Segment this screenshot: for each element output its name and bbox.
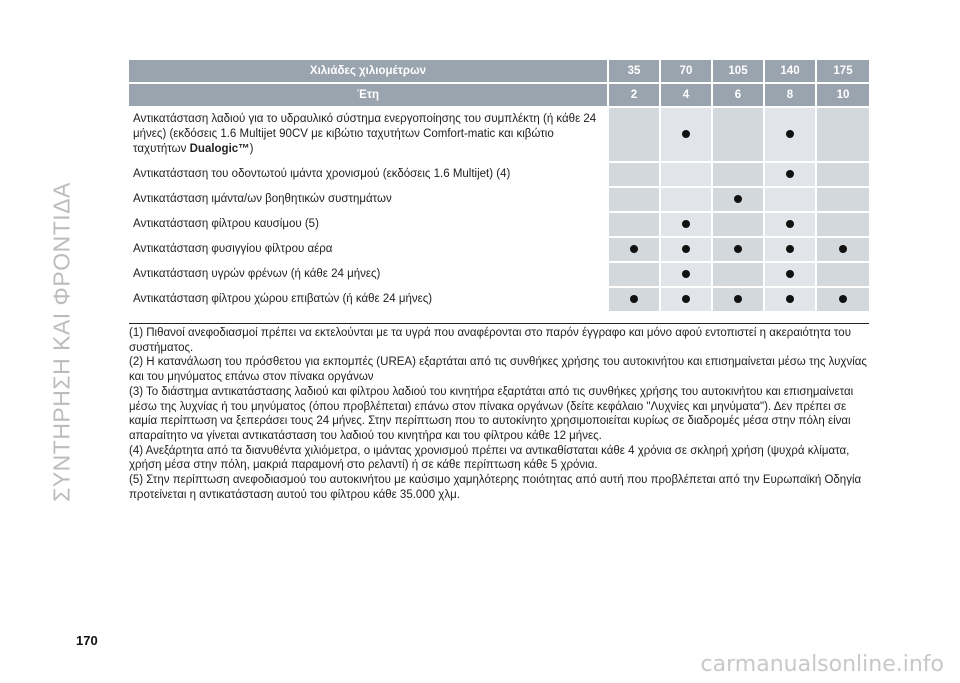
row-description	[129, 288, 609, 313]
row-description-text: Αντικατάσταση φίλτρου καυσίμου (5)	[133, 218, 319, 230]
footnote: (3) Το διάστημα αντικατάστασης λαδιού και φίλτρου λαδιού του κινητήρα εξαρτάται από τις συνθήκες χρήσης του αυτοκινήτου και επισημαίνεται μέσω της λυχνίας ή του μηνύματος (όπου προβλέπεται) επάνω στον πίνακα οργάνων (δείτε κεφάλαιο "Λυχνίες και μηνύματα"). Δεν πρέπει σε καμία περίπτωση να ξεπεράσει τους 24 μήνες. Στην περίπτωση που το αυτοκίνητο χρησιμοποιείται κυρίως σε διαδρομές μέσα στην πόλη είναι απαραίτητο να γίνεται αντικατάσταση του λαδιού του κινητήρα και του φίλτρου κάθε 12 μήνες.	[129, 385, 854, 442]
row-description-suffix: )	[249, 143, 254, 155]
row-description-text: Αντικατάσταση ιμάντα/ων βοηθητικών συστημάτων	[133, 193, 392, 205]
row-description	[129, 108, 609, 163]
table-row	[129, 108, 869, 163]
bullet-mark-icon	[786, 220, 794, 228]
bullet-mark-icon	[630, 245, 638, 253]
interval-cell	[765, 263, 817, 288]
interval-cell	[713, 188, 765, 213]
bullet-mark-icon	[682, 245, 690, 253]
interval-cell	[609, 238, 661, 263]
interval-cell	[765, 213, 817, 238]
header-year-cell: 2	[609, 84, 661, 108]
table-row	[129, 263, 869, 288]
interval-cell	[661, 288, 713, 313]
interval-cell	[817, 188, 869, 213]
interval-cell	[817, 263, 869, 288]
interval-cell	[713, 288, 765, 313]
header-km-cell: 70	[661, 60, 713, 84]
interval-cell	[609, 108, 661, 163]
interval-cell	[661, 108, 713, 163]
row-description-bold: Dualogic™	[189, 143, 250, 155]
interval-cell	[661, 238, 713, 263]
maintenance-schedule-table	[129, 60, 869, 313]
interval-cell	[765, 188, 817, 213]
interval-cell	[661, 188, 713, 213]
header-row-years	[129, 84, 869, 108]
row-description-text: Αντικατάσταση υγρών φρένων (ή κάθε 24 μήνες)	[133, 268, 381, 280]
row-description	[129, 163, 609, 188]
bullet-mark-icon	[786, 295, 794, 303]
bullet-mark-icon	[786, 245, 794, 253]
header-year-cell: 10	[817, 84, 869, 108]
bullet-mark-icon	[839, 295, 847, 303]
row-description-text: Αντικατάσταση φίλτρου χώρου επιβατών (ή κάθε 24 μήνες)	[133, 293, 433, 305]
interval-cell	[609, 213, 661, 238]
table-row	[129, 188, 869, 213]
interval-cell	[765, 108, 817, 163]
header-km-cell: 35	[609, 60, 661, 84]
header-km-cell: 175	[817, 60, 869, 84]
interval-cell	[609, 188, 661, 213]
header-year-cell: 8	[765, 84, 817, 108]
interval-cell	[661, 263, 713, 288]
interval-cell	[765, 288, 817, 313]
schedule-body	[129, 108, 869, 313]
watermark: carmanualsonline.info	[700, 652, 944, 677]
interval-cell	[661, 163, 713, 188]
header-km-label: Χιλιάδες χιλιομέτρων	[129, 60, 609, 84]
interval-cell	[713, 163, 765, 188]
interval-cell	[661, 213, 713, 238]
bullet-mark-icon	[682, 270, 690, 278]
header-km-cell: 140	[765, 60, 817, 84]
footnote: (2) Η κατανάλωση του πρόσθετου για εκπομπές (UREA) εξαρτάται από τις συνθήκες χρήσης του αυτοκινήτου και επισημαίνεται μέσω της λυχνίας και του μηνύματος επάνω στον πίνακα οργάνων	[129, 356, 867, 384]
row-description-text: Αντικατάσταση του οδοντωτού ιμάντα χρονισμού (εκδόσεις 1.6 Multijet) (4)	[133, 168, 511, 180]
footnote: (4) Ανεξάρτητα από τα διανυθέντα χιλιόμετρα, ο ιμάντας χρονισμού πρέπει να αντικαθίσταται κάθε 4 χρόνια σε σκληρή χρήση (ψυχρά κλίματα, χρήση μέσα στην πόλη, μακριά παραμονή στο ρελαντί) ή σε κάθε περίπτωση κάθε 5 χρόνια.	[129, 444, 850, 472]
bullet-mark-icon	[786, 170, 794, 178]
row-description	[129, 213, 609, 238]
notes-divider	[129, 323, 869, 324]
bullet-mark-icon	[734, 195, 742, 203]
bullet-mark-icon	[682, 295, 690, 303]
header-year-cell: 6	[713, 84, 765, 108]
interval-cell	[713, 238, 765, 263]
interval-cell	[817, 238, 869, 263]
row-description-text: Αντικατάσταση φυσιγγίου φίλτρου αέρα	[133, 243, 333, 255]
row-description	[129, 238, 609, 263]
interval-cell	[609, 263, 661, 288]
header-row-km	[129, 60, 869, 84]
interval-cell	[817, 163, 869, 188]
interval-cell	[817, 108, 869, 163]
row-description	[129, 263, 609, 288]
interval-cell	[609, 288, 661, 313]
table-row	[129, 213, 869, 238]
bullet-mark-icon	[682, 130, 690, 138]
bullet-mark-icon	[682, 220, 690, 228]
footnote: (1) Πιθανοί ανεφοδιασμοί πρέπει να εκτελούνται με τα υγρά που αναφέρονται στο παρόν έγγραφο και μόνο αφού εντοπιστεί η ακεραιότητα του συστήματος.	[129, 327, 851, 354]
bullet-mark-icon	[734, 245, 742, 253]
interval-cell	[713, 108, 765, 163]
interval-cell	[609, 163, 661, 188]
interval-cell	[713, 263, 765, 288]
bullet-mark-icon	[786, 270, 794, 278]
interval-cell	[713, 213, 765, 238]
interval-cell	[765, 163, 817, 188]
header-years-label: Έτη	[129, 84, 609, 108]
footnotes	[129, 326, 874, 502]
table-row	[129, 163, 869, 188]
bullet-mark-icon	[786, 130, 794, 138]
row-description	[129, 188, 609, 213]
interval-cell	[817, 288, 869, 313]
footnote: (5) Στην περίπτωση ανεφοδιασμού του αυτοκινήτου με καύσιμο χαμηλότερης ποιότητας από αυτή που προβλέπεται από την Ευρωπαϊκή Οδηγία προτείνεται η αντικατάσταση αυτού του φίλτρου κάθε 35.000 χλμ.	[129, 474, 862, 501]
page-number: 170	[76, 633, 98, 648]
table-row	[129, 288, 869, 313]
bullet-mark-icon	[630, 295, 638, 303]
row-description-text: Αντικατάσταση λαδιού για το υδραυλικό σύστημα ενεργοποίησης του συμπλέκτη (ή κάθε 24 μήνες) (εκδόσεις 1.6 Multijet 90CV με κιβώτιο ταχυτήτων Comfort-matic και κιβώτιο ταχυτήτων	[133, 113, 597, 155]
bullet-mark-icon	[839, 245, 847, 253]
interval-cell	[817, 213, 869, 238]
table-row	[129, 238, 869, 263]
interval-cell	[765, 238, 817, 263]
header-km-cell: 105	[713, 60, 765, 84]
header-year-cell: 4	[661, 84, 713, 108]
bullet-mark-icon	[734, 295, 742, 303]
side-section-title: ΣΥΝΤΗΡΗΣΗ ΚΑΙ ΦΡΟΝΤΙΔΑ	[48, 182, 75, 502]
